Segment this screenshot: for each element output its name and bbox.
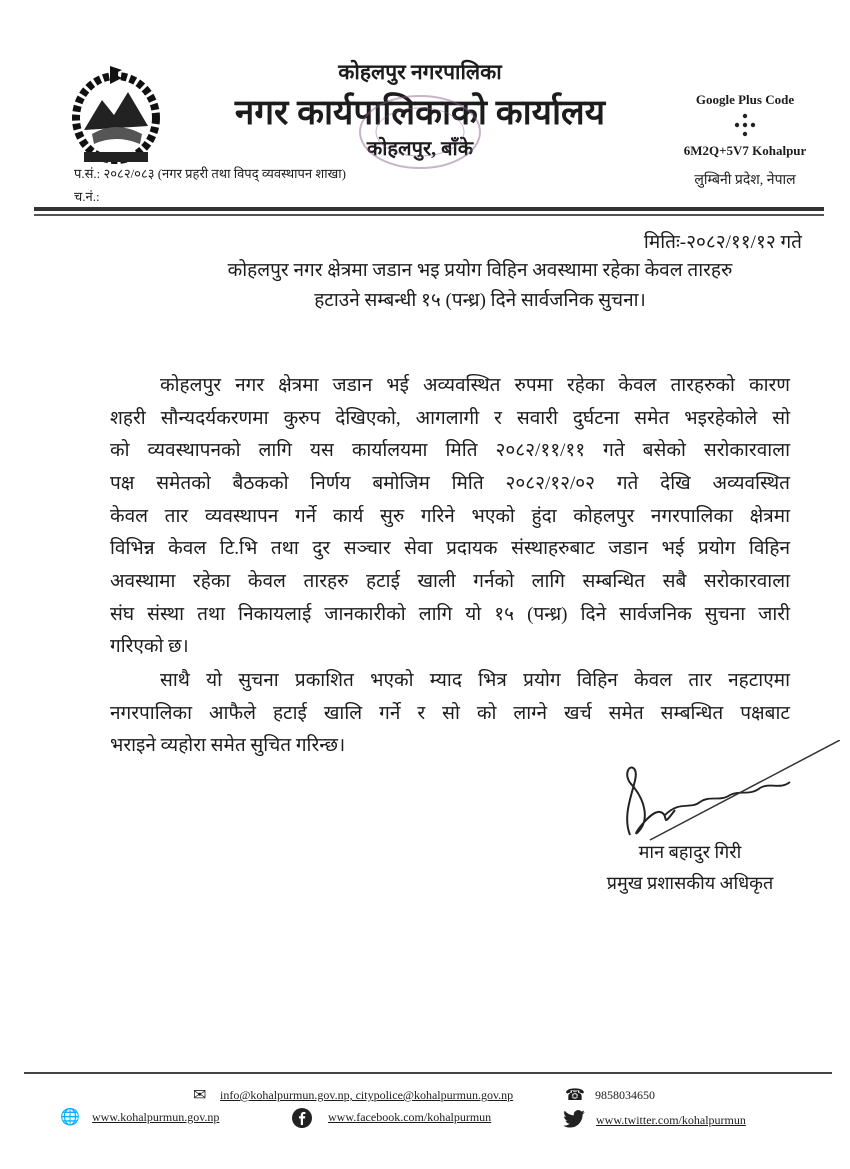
municipality-name: कोहलपुर नगरपालिका — [338, 60, 502, 84]
province: लुम्बिनी प्रदेश, नेपाल — [694, 173, 796, 188]
body-line: पक्ष समेतको बैठकको निर्णय बमोजिम मिति २०८२/१२/०२ गते देखि अव्यवस्थित — [110, 473, 790, 494]
reference-number: प.सं.: २०८२/०८३ (नगर प्रहरी तथा विपद् व्यवस्थापन शाखा) — [74, 166, 346, 181]
body-line: नगरपालिका आफैले हटाई खालि गर्ने र सो को लाग्ने खर्च समेत सम्बन्धित पक्षबाट — [110, 703, 790, 724]
body-line: अवस्थामा रहेका केवल तारहरु हटाई खाली गर्नको लागि सम्बन्धित सबै सरोकारवाला — [110, 571, 790, 592]
header-divider-thin — [34, 214, 824, 216]
letter-date: मितिः-२०८२/११/१२ गते — [643, 232, 802, 253]
header-divider — [34, 207, 824, 211]
footer-facebook-link[interactable]: www.facebook.com/kohalpurmun — [328, 1110, 492, 1124]
plus-code-label: Google Plus Code — [695, 92, 795, 107]
subject-line: कोहलपुर नगर क्षेत्रमा जडान भइ प्रयोग विहिन अवस्थामा रहेका केवल तारहरु — [227, 260, 733, 281]
footer-phone: 9858034650 — [595, 1088, 655, 1102]
body-line: संघ संस्था तथा निकायलाई जानकारीको लागि यो १५ (पन्ध्र) दिने सार्वजनिक सुचना जारी — [110, 604, 790, 625]
footer-website-link[interactable]: www.kohalpurmun.gov.np — [92, 1110, 220, 1124]
office-location: कोहलपुर, बाँके — [366, 138, 474, 160]
subject-line: हटाउने सम्बन्धी १५ (पन्ध्र) दिने सार्वजनिक सुचना। — [314, 290, 646, 311]
footer-twitter-link[interactable]: www.twitter.com/kohalpurmun — [596, 1113, 746, 1127]
body-line: शहरी सौन्यदर्यकरणमा कुरुप देखिएको, आगलागी र सवारी दुर्घटना समेत भइरहेकोले सो — [110, 408, 790, 429]
body-line: गरिएको छ। — [110, 636, 189, 657]
footer-emails[interactable]: info@kohalpurmun.gov.np, citypolice@kohalpurmun.gov.np — [220, 1088, 514, 1102]
globe-icon: 🌐 — [60, 1109, 80, 1126]
body-line: भराइने व्यहोरा समेत सुचित गरिन्छ। — [110, 735, 346, 756]
facebook-icon — [292, 1108, 312, 1128]
body-line: कोहलपुर नगर क्षेत्रमा जडान भई अव्यवस्थित रुपमा रहेका केवल तारहरुको कारण — [160, 375, 790, 396]
body-line: साथै यो सुचना प्रकाशित भएको म्याद भित्र प्रयोग विहिन केवल तार नहटाएमा — [160, 670, 790, 691]
office-title: नगर कार्यपालिकाको कार्यालय — [234, 93, 606, 132]
twitter-icon — [563, 1110, 585, 1128]
body-line: केवल तार व्यवस्थापन गर्ने कार्य सुरु गरिने भएको हुंदा कोहलपुर नगरपालिका क्षेत्रमा — [110, 506, 790, 527]
office-stamp — [345, 92, 495, 172]
body-line: विभिन्न केवल टि.भि तथा दुर सञ्चार सेवा प्रदायक संस्थाहरुबाट जडान भई प्रयोग विहिन — [110, 538, 790, 559]
envelope-icon: ✉ — [193, 1087, 207, 1104]
signatory-title: प्रमुख प्रशासकीय अधिकृत — [606, 873, 774, 893]
handwritten-signature — [590, 740, 840, 850]
plus-code-dots-icon — [733, 113, 757, 137]
telephone-icon: ☎ — [565, 1087, 585, 1104]
plus-code: 6M2Q+5V7 Kohalpur — [683, 143, 807, 158]
nepal-emblem-logo — [70, 60, 162, 168]
footer-divider — [24, 1072, 832, 1074]
dispatch-number: च.नं.: — [74, 189, 100, 204]
signatory-name: मान बहादुर गिरी — [638, 842, 742, 862]
body-line: को व्यवस्थापनको लागि यस कार्यालयमा मिति २०८२/११/११ गते बसेको सरोकारवाला — [110, 440, 790, 461]
